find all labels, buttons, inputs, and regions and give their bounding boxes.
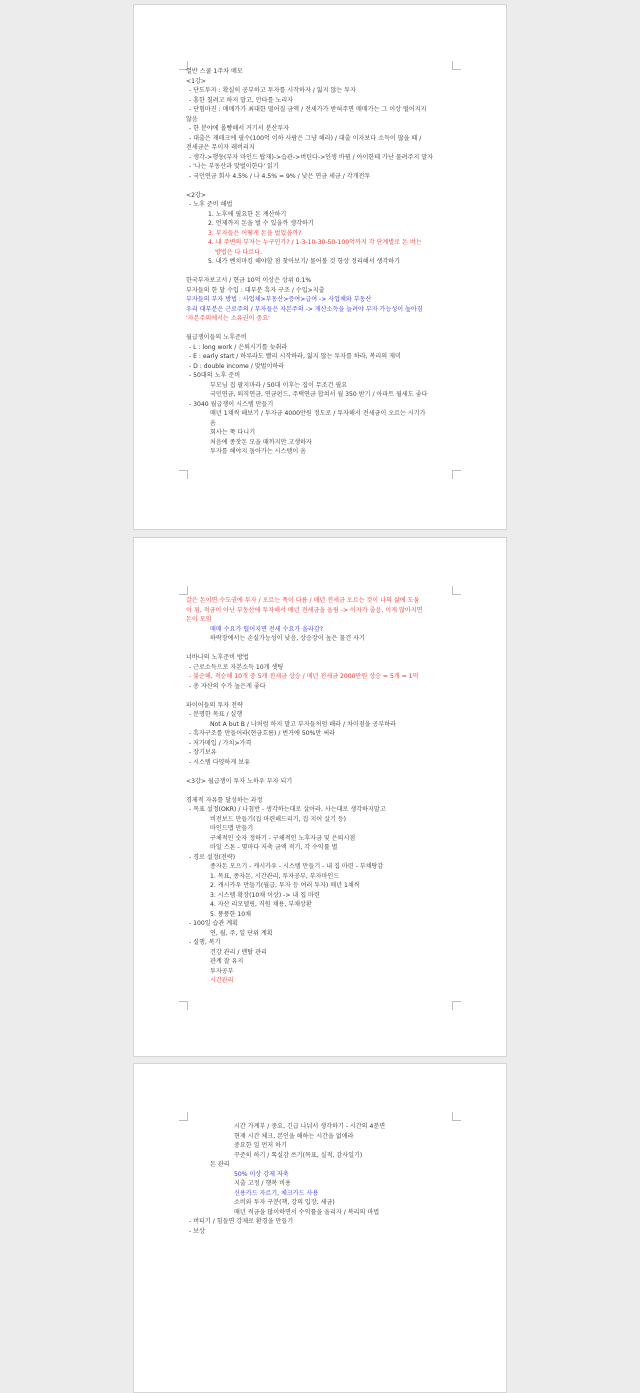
- text-line: 5. 풍풍한 10채: [210, 910, 251, 918]
- text-line: 전세금은 무이자 레버리지: [186, 144, 255, 151]
- text-line: 너바나의 노후준비 방법: [186, 654, 249, 661]
- text-line: - 시스템 다양하게 보유: [189, 758, 250, 766]
- text-line: - 흑자구조를 만들어라(현금흐름) / 번거에 50%만 써라: [189, 730, 336, 737]
- text-line: 3. 시스템 확장(10채 이상) -> 내 집 마련: [210, 891, 320, 899]
- text-line: 방법은 다 다르다.: [215, 248, 263, 256]
- text-line: 매년 적금을 많이하면서 수익률을 올리자 / 복리의 마법: [234, 1208, 380, 1216]
- text-line: 4. 내 주변의 부자는 누구인가? / 1-3-10-30-50-100억까지 각 단계별로 돈 버는: [208, 239, 422, 246]
- text-line: 이 됨, 적금이 아닌 부동산에 투자해서 매년 전세금을 올림 -> 이자가 줄음, 이게 많아지면: [186, 606, 423, 614]
- text-line: 매매 수요가 떨어지면 전세 수요가 올라감?: [210, 625, 323, 633]
- text-line: 시간 가계부 / 중요, 긴급 나눠서 생각하기 - 시간의 4분면: [234, 1123, 386, 1130]
- text-line: 현재 시간 체크, 본인을 해하는 시간을 없애라: [234, 1132, 354, 1140]
- text-line: 않음: [186, 115, 198, 123]
- text-line: 3. 부자들은 어떻게 돈을 벌었을까?: [208, 229, 302, 237]
- text-line: [186, 267, 468, 277]
- text-line: 부모님 집 팔지마라 / 50대 이후는 집이 무조건 필요: [210, 381, 348, 389]
- text-line: 연, 월, 주, 일 단위 계획: [210, 929, 273, 937]
- text-line: - '나는 부동산과 맞벌이한다' 읽기: [189, 163, 279, 170]
- text-line: - 버티기 / 힘들면 강제로 환경을 만들기: [189, 1218, 294, 1225]
- text-line: - E : early start / 하루라도 빨리 시작하라, 잃지 않는 투자를 하라, 복리의 재미: [189, 353, 401, 360]
- text-line: 투자공부: [210, 967, 234, 975]
- text-line: 회사는 쭉 다니기: [210, 429, 256, 436]
- text-line: - 노후 준비 해법: [189, 201, 233, 208]
- text-line: 관계 잘 유지: [210, 958, 244, 965]
- text-line: 2. 언제까지 돈을 벌 수 있을까 생각하기: [208, 220, 314, 227]
- text-line: 갈은 돈이면 수도권에 투자 / 오르는 폭이 다름 / 매년 전세금 오르는 것이 나의 삶에 도움: [186, 597, 420, 604]
- text-line: 비전보드 만들기(집 마련해드리기, 집 지어 살기 등): [210, 815, 347, 823]
- text-line: '자본주의에서는 소유권이 중요': [186, 315, 270, 322]
- text-line: - 대출은 재테크에 필수(100억 이하 사람은 그냥 해라) / 대출 이자보다 소득이 많을 때 /: [189, 134, 422, 142]
- margin-corner-mark: [179, 1001, 188, 1010]
- text-line: [186, 786, 468, 796]
- text-line: 지출 고정 / 행복 비용: [234, 1180, 291, 1187]
- page-3-text: [186, 1122, 468, 1236]
- text-line: - 불순해, 적순해 10개 중 5개 전세금 상승 / 매년 전세금 2000만원 상승 = 5개 = 1억: [189, 673, 419, 680]
- text-line: 소비와 투자 구분(책, 강의 입장, 세금): [234, 1199, 335, 1206]
- text-line: 부자들의 한 달 수입 : 대부분 흑자 구조 / 수입>지출: [186, 286, 325, 294]
- document-page-2: [133, 537, 507, 1057]
- text-line: 돈이 모임: [186, 616, 212, 623]
- text-line: <1강>: [186, 77, 206, 85]
- text-line: 우리 대부분은 근로주의 / 부자들은 자본주의 -> 재산소득을 늘려야 부자 가능성이 높아짐: [186, 305, 423, 313]
- text-line: 1. 노후에 필요한 돈 계산하기: [208, 210, 287, 218]
- text-line: [186, 767, 468, 777]
- margin-corner-mark: [179, 586, 188, 595]
- text-line: - L : long work / 은퇴시기를 늦춰라: [189, 343, 288, 351]
- text-line: 파이어들의 투자 전략: [186, 701, 243, 709]
- text-line: [186, 324, 468, 334]
- text-line: - 국민연금 회사 4.5% / 나 4.5% = 9% / 낮은 연금 세금 / 각개전투: [189, 172, 371, 180]
- text-line: - 흥한 칠려고 하지 말고, 안타를 노리자: [189, 96, 294, 104]
- text-line: 처음에 종잣돈 모을 때까지만 고생하자: [210, 438, 312, 446]
- text-line: - 단험마진 : 매매가가 최대한 떨어질 금액 / 전세가가 받혀주면 매매가는 그 이상 떨어지지: [189, 106, 427, 113]
- text-line: - D : double income / 맞벌이하라: [189, 362, 285, 370]
- page-2-text: [186, 596, 468, 986]
- text-line: 월급쟁이들의 노후준비: [186, 334, 247, 341]
- text-line: 꾸준히 하기 / 톡실감 쓰기(목표, 실적, 감사일기): [234, 1151, 363, 1159]
- text-line: 중요한 일 먼저 하기: [234, 1142, 287, 1149]
- text-line: - 저가매입 / 가치>가격: [189, 739, 252, 747]
- text-line: - 단도투자 : 확실히 공부하고 투자를 시작하자 / 잃지 않는 투자: [189, 87, 356, 94]
- text-line: 2. 캐시카우 만들기(월급, 투자 등 여러 투자) 매년 1채씩: [210, 882, 360, 889]
- margin-corner-mark: [452, 586, 461, 595]
- text-line: 50% 이상 강제 저축: [234, 1170, 289, 1178]
- text-line: 돈 관리: [210, 1161, 230, 1168]
- document-page-3: [133, 1063, 507, 1393]
- text-line: [186, 181, 468, 191]
- text-line: 하락장에서는 손실가능성이 낮음, 상승장이 높은 물건 사기: [210, 635, 365, 642]
- text-line: 시간관리: [210, 977, 234, 984]
- text-line: - 근로소득으로 자본소득 10개 셋팅: [189, 663, 284, 671]
- text-line: - 경로 설정(전략): [189, 853, 236, 861]
- text-line: 건강 관리 / 멘탈 관리: [210, 948, 267, 956]
- text-line: [186, 691, 468, 701]
- text-line: 종자돈 모으기 - 캐시카우 - 시스템 만들기 - 내 집 마련 - 부채탕감: [210, 863, 384, 870]
- document-page-1: [133, 4, 507, 530]
- text-line: 국민연금, 퇴직연금, 연금펀드, 주택연금 합쳐서 월 350 받기 / 아파트 월세도 좋다: [210, 391, 428, 398]
- text-line: 매년 1채씩 해보기 / 투자금 4000만원 정도로 / 투자해서 전세금이 오르는 시기가: [210, 410, 426, 417]
- text-line: 열반 스쿨 1주차 메모: [186, 68, 243, 75]
- text-line: - 장기보유: [189, 749, 217, 756]
- margin-corner-mark: [179, 470, 188, 479]
- text-line: Not A but B / 나처럼 하지 말고 부자들처럼 해라 / 차이점을 공부하라: [210, 720, 396, 728]
- text-line: 부자들의 부자 방법 : 사업체>부동산>증여>급여 -> 사업체와 부동산: [186, 296, 372, 303]
- text-line: 한국부자보고서 / 현금 10억 이상은 상위 0.1%: [186, 277, 312, 284]
- margin-corner-mark: [179, 1112, 188, 1121]
- text-line: 4. 자산 리모델링, 직원 채용, 부채상환: [210, 901, 312, 908]
- text-line: 신용카드 자르기, 체크카드 사용: [234, 1189, 319, 1197]
- text-line: <2강>: [186, 191, 206, 199]
- margin-corner-mark: [452, 1112, 461, 1121]
- text-line: <3강> 월급쟁이 투자 노하우 부자 되기: [186, 777, 293, 785]
- text-line: 마인드맵 만들기: [210, 825, 254, 832]
- text-line: 1. 목표, 종자돈, 시간관리, 투자공부, 부자마인드: [210, 872, 340, 880]
- text-line: - 100일 습관 계획: [189, 920, 239, 927]
- text-line: - 총 자산의 수가 높은게 좋다: [189, 682, 266, 690]
- text-line: - 50대의 노후 준비: [189, 372, 241, 379]
- text-line: - 목표 설정(OKR) / 나침반 - 생각하는대로 살아라. 사는대로 생각하지말고: [189, 806, 386, 813]
- margin-corner-mark: [452, 1001, 461, 1010]
- text-line: - 보상: [189, 1227, 205, 1235]
- page-1-text: [186, 67, 468, 457]
- text-line: 경제적 자유를 달성하는 과정: [186, 796, 263, 804]
- text-line: - 한 분야에 몰빵해서 거기서 분산투자: [189, 125, 290, 132]
- text-line: - 생각->행동(부자 마인드 탑재)->습관->버틴다->인생 바뀜 / 아이한테 가난 물려주지 말자: [189, 153, 434, 161]
- text-line: - 실행, 복기: [189, 939, 221, 946]
- text-line: 5. 내가 벤치마킹 해야할 점 찾아보기/ 물어볼 것 항상 정리해서 생각하기: [208, 258, 401, 265]
- text-line: 옴: [210, 419, 216, 427]
- text-line: 마일 스톤 - 몇마다 저축 금액 적기, 각 수익률 별: [210, 844, 338, 851]
- text-line: - 분명한 목표 / 실행: [189, 711, 243, 718]
- text-line: [186, 644, 468, 654]
- margin-corner-mark: [452, 470, 461, 479]
- text-line: 구체적인 숫자 정하기 - 구체적인 노후자금 및 은퇴시점: [210, 834, 356, 842]
- text-line: 투자를 해야지 돌아가는 시스템이 옴: [210, 448, 307, 455]
- text-line: - 3040 월급쟁이 시스템 만들기: [189, 400, 274, 408]
